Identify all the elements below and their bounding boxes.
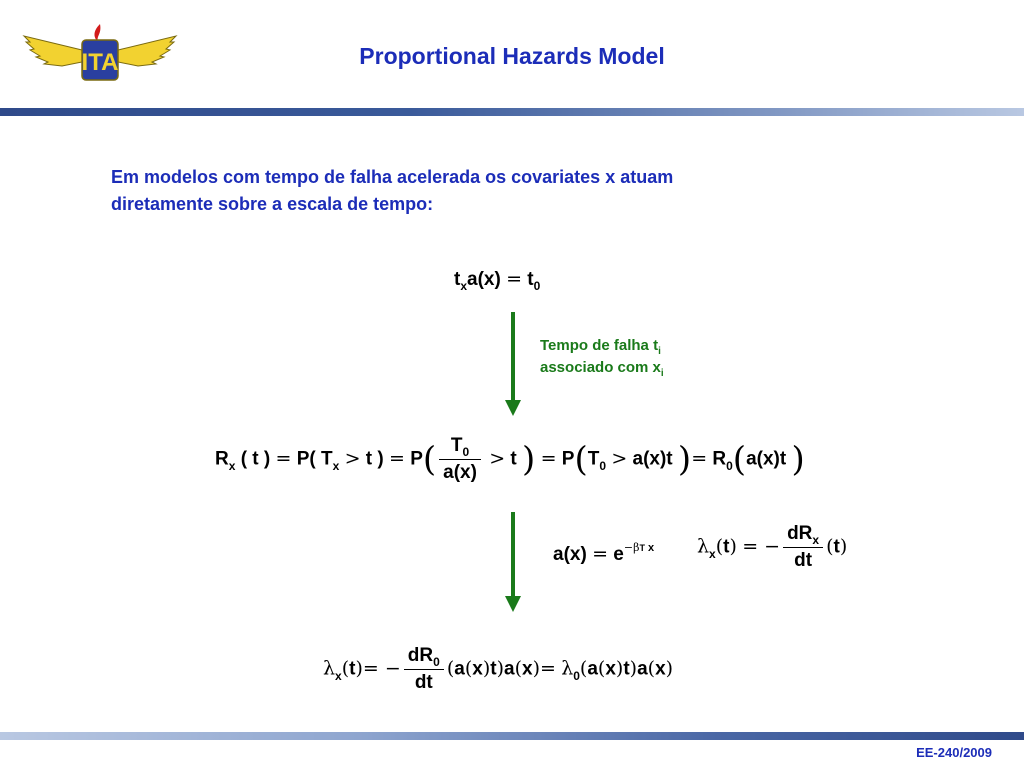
intro-line-2: diretamente sobre a escala de tempo:: [111, 194, 434, 214]
equation-covariate-link: $a(x) = e^{-\beta T x}$: [553, 541, 655, 565]
arrow-down-icon: [505, 312, 521, 416]
footer-divider-bar: [0, 732, 1024, 740]
slide-title: Proportional Hazards Model: [359, 43, 665, 69]
logo-text: ITA: [81, 49, 119, 76]
intro-line-1: Em modelos com tempo de falha acelerada os covariates x atuam: [111, 167, 674, 187]
failure-time-note: [540, 336, 664, 380]
equation-time-scale: $t_xa(x) = t_0$: [454, 268, 541, 293]
note-line-2: associado com $x_i$: [540, 359, 664, 379]
equation-hazard-definition: $\lambda_x(t)$ = − $\frac{dR_x}{dt}$ (t): [697, 523, 848, 571]
equation-proportional-hazards: $\lambda_x(t)=$ − $\frac{dR_0}{dt}$ $(a(x)t)a(x)= \lambda_0(a(x)t)a(x)$: [323, 645, 674, 693]
note-line-1: Tempo de falha $t_i$: [540, 337, 661, 357]
arrow-down-icon: [505, 512, 521, 612]
intro-text: [111, 164, 871, 218]
course-footer: EE-240/2009: [916, 745, 992, 760]
header-divider-bar: [0, 108, 1024, 116]
equation-reliability: $R_x$ ( t ) = P( $T_x > t$ ) = P( $\frac{T_0}{a(x)}$ > t ) = $P(T_0 > a(x)t$ )= $R_0(a(x)t$ ): [215, 435, 805, 483]
